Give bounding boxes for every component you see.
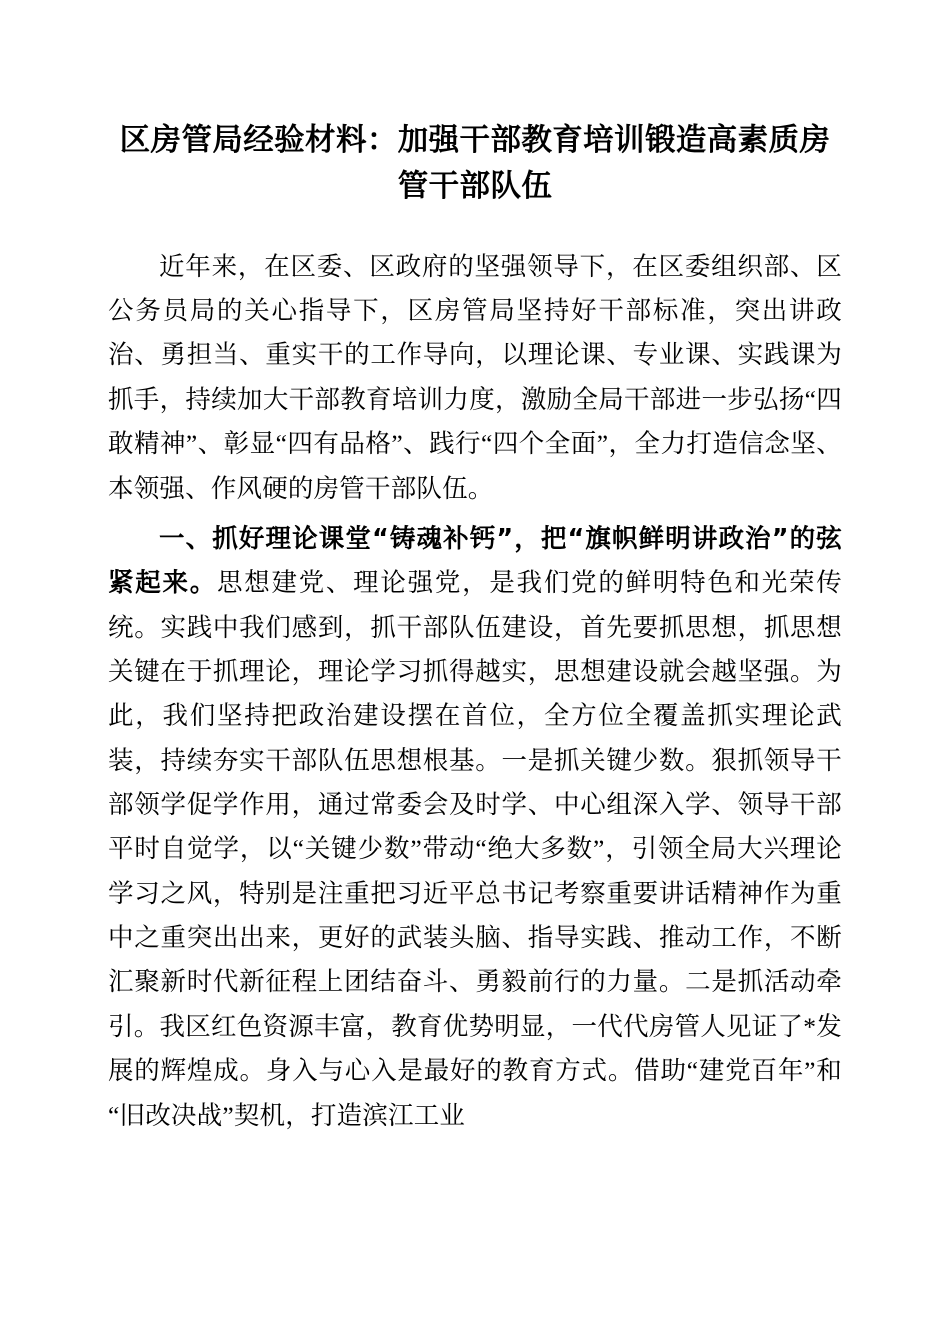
section-heading-inline: 一、抓好理论课堂“铸魂补钙”，把“旗帜鲜明讲政治”的弦紧起来。	[108, 523, 842, 599]
paragraph-section-one-text: 思想建党、理论强党，是我们党的鲜明特色和光荣传统。实践中我们感到，抓干部队伍建设，首先要抓思想，抓思想关键在于抓理论，理论学习抓得越实，思想建设就会越坚强。为此，我们坚持把政治建设摆在首位，全方位全覆盖抓实理论武装，持续夯实干部队伍思想根基。一是抓关键少数。狠抓领导干部领学促学作用，通过常委会及时学、中心组深入学、领导干部平时自觉学，以“关键少数”带动“绝大多数”，引领全局大兴理论学习之风，特别是注重把习近平总书记考察重要讲话精神作为重中之重突出出来，更好的武装头脑、指导实践、推动工作，不断汇聚新时代新征程上团结奋斗、勇毅前行的力量。二是抓活动牵引。我区红色资源丰富，教育优势明显，一代代房管人见证了*发展的辉煌成。身入与心入是最好的教育方式。借助“建党百年”和“旧改决战”契机，打造滨江工业	[108, 568, 842, 1130]
paragraph-intro-text: 近年来，在区委、区政府的坚强领导下，在区委组织部、区公务员局的关心指导下，区房管局坚持好干部标准，突出讲政治、勇担当、重实干的工作导向，以理论课、专业课、实践课为抓手，持续加大干部教育培训力度，激励全局干部进一步弘扬“四敢精神”、彰显“四有品格”、践行“四个全面”，全力打造信念坚、本领强、作风硬的房管干部队伍。	[108, 251, 842, 503]
paragraph-section-one	[108, 517, 842, 1138]
page-title: 区房管局经验材料：加强干部教育培训锻造高素质房管干部队伍	[119, 123, 831, 205]
paragraph-intro	[108, 245, 842, 511]
